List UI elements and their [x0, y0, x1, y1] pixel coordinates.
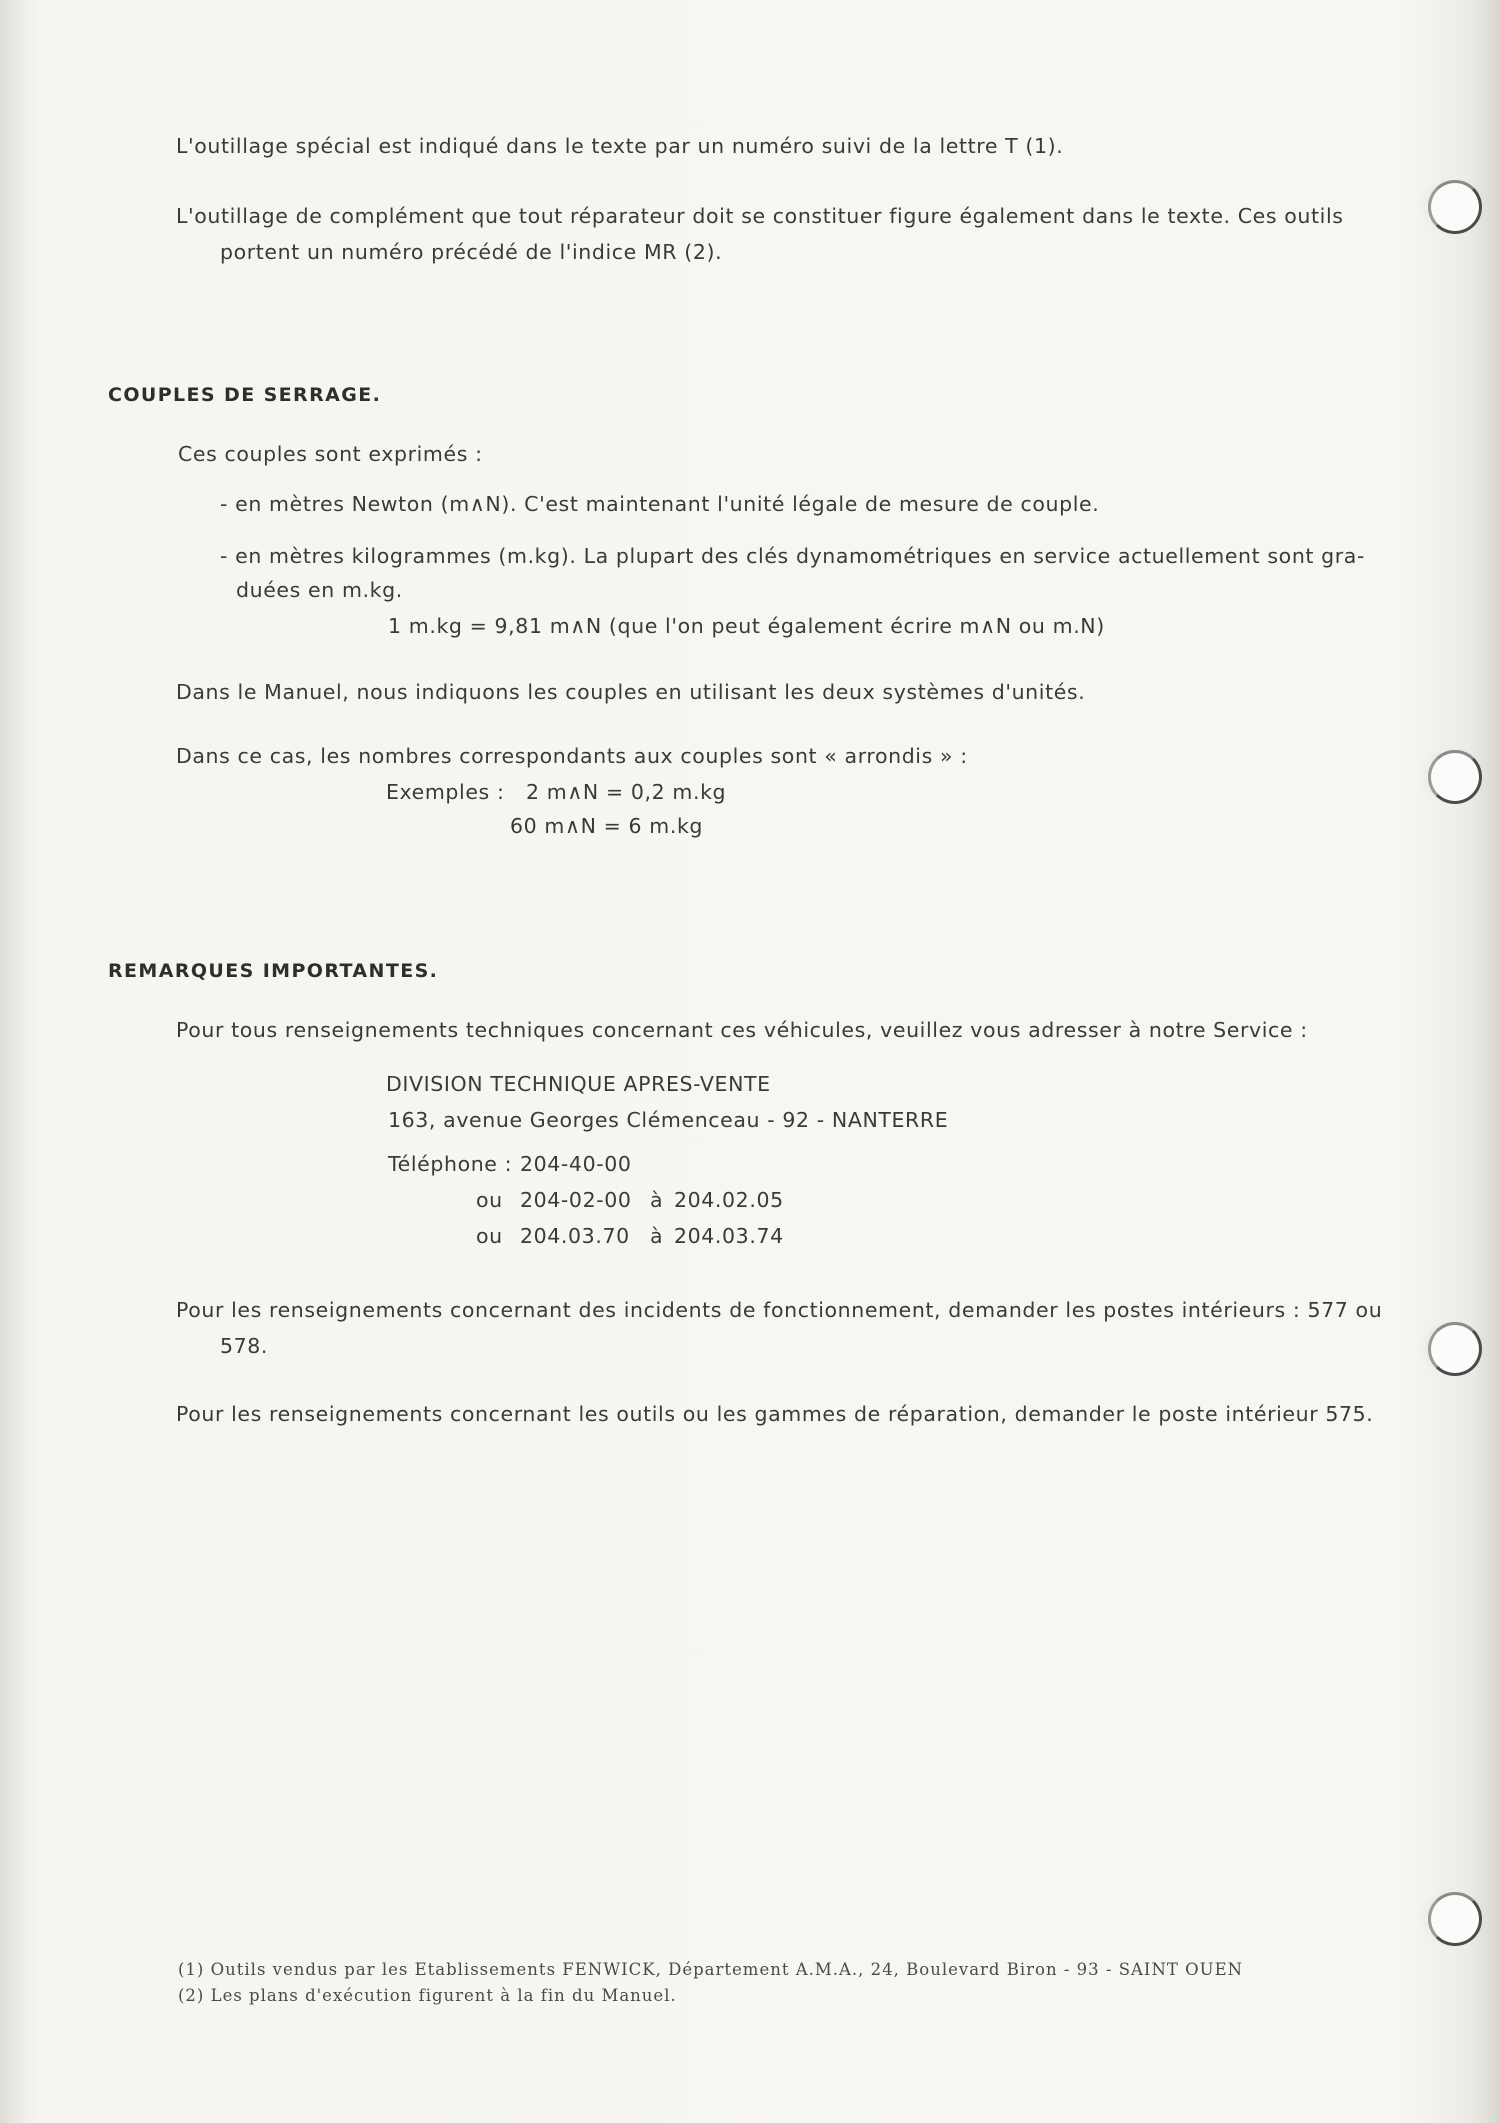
phone-range-1-from: 204-02-00 — [520, 1188, 632, 1212]
couples-formula: 1 m.kg = 9,81 m∧N (que l'on peut également écrire m∧N ou m.N) — [388, 614, 1105, 638]
remarques-intro: Pour tous renseignements techniques concernant ces véhicules, veuillez vous adresser à notre Service : — [176, 1018, 1308, 1042]
footnote-2: (2) Les plans d'exécution figurent à la fin du Manuel. — [178, 1986, 677, 2005]
phone-main: 204-40-00 — [520, 1152, 632, 1176]
section-heading-couples: COUPLES DE SERRAGE. — [108, 384, 382, 406]
phone-range-2-to: 204.03.74 — [674, 1224, 784, 1248]
couples-item-kg: - en mètres kilogrammes (m.kg). La plupart des clés dynamométriques en service actuellement sont gra- — [220, 544, 1365, 568]
phone-or: ou — [476, 1224, 503, 1248]
page-edge-shadow — [0, 0, 28, 2123]
footnote-1: (1) Outils vendus par les Etablissements FENWICK, Département A.M.A., 24, Boulevard Biron - 93 - SAINT OUEN — [178, 1960, 1244, 1979]
couples-intro: Ces couples sont exprimés : — [178, 442, 483, 466]
phone-label: Téléphone : — [388, 1152, 513, 1176]
intro-complement-tools-cont: portent un numéro précédé de l'indice MR (2). — [220, 240, 723, 264]
punch-hole — [1428, 750, 1482, 804]
couples-rounding-note: Dans ce cas, les nombres correspondants aux couples sont « arrondis » : — [176, 744, 968, 768]
couples-item-newton: - en mètres Newton (m∧N). C'est maintenant l'unité légale de mesure de couple. — [220, 492, 1100, 516]
couples-manual-note: Dans le Manuel, nous indiquons les couples en utilisant les deux systèmes d'unités. — [176, 680, 1086, 704]
phone-range-1-sep: à — [650, 1188, 664, 1212]
punch-hole — [1428, 1892, 1482, 1946]
couples-item-kg-cont: duées en m.kg. — [236, 578, 403, 602]
service-address: 163, avenue Georges Clémenceau - 92 - NANTERRE — [388, 1108, 949, 1132]
example-1: 2 m∧N = 0,2 m.kg — [526, 780, 727, 804]
punch-hole — [1428, 180, 1482, 234]
incidents-note: Pour les renseignements concernant des incidents de fonctionnement, demander les postes intérieurs : 577 ou — [176, 1298, 1383, 1322]
examples-label: Exemples : — [386, 780, 505, 804]
service-division: DIVISION TECHNIQUE APRES-VENTE — [386, 1072, 771, 1096]
phone-range-1-to: 204.02.05 — [674, 1188, 784, 1212]
phone-or: ou — [476, 1188, 503, 1212]
example-2: 60 m∧N = 6 m.kg — [510, 814, 704, 838]
intro-special-tools: L'outillage spécial est indiqué dans le texte par un numéro suivi de la lettre T (1). — [176, 134, 1064, 158]
incidents-note-cont: 578. — [220, 1334, 269, 1358]
punch-hole — [1428, 1322, 1482, 1376]
intro-complement-tools: L'outillage de complément que tout réparateur doit se constituer figure également dans le texte. Ces outils — [176, 204, 1344, 228]
phone-range-2-sep: à — [650, 1224, 664, 1248]
section-heading-remarques: REMARQUES IMPORTANTES. — [108, 960, 439, 982]
tools-note: Pour les renseignements concernant les outils ou les gammes de réparation, demander le poste intérieur 575. — [176, 1402, 1374, 1426]
phone-range-2-from: 204.03.70 — [520, 1224, 630, 1248]
